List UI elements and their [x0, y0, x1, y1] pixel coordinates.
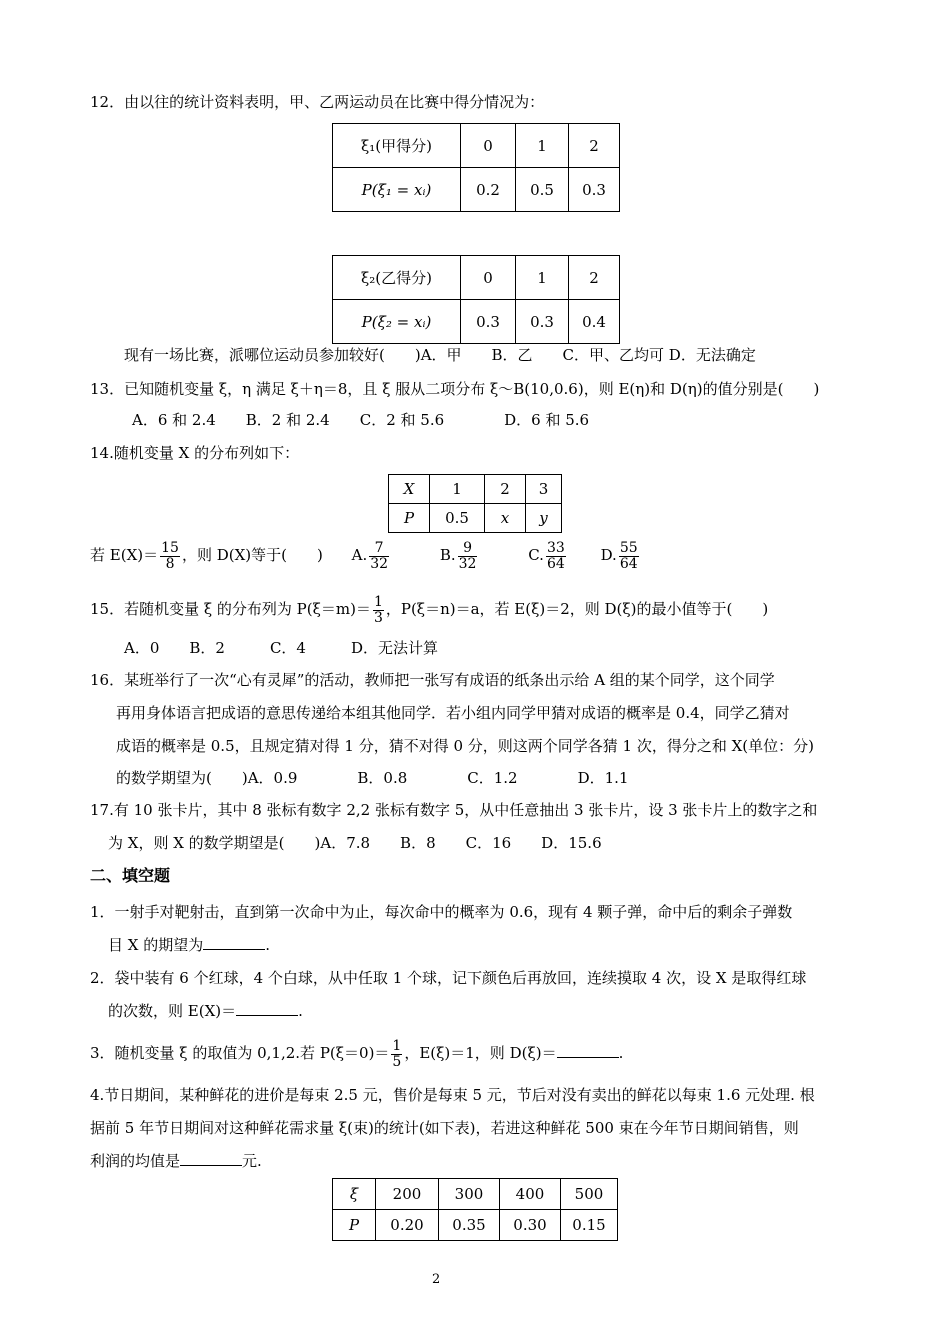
- table-cell: 0: [461, 256, 516, 300]
- table-cell: 2: [569, 124, 620, 168]
- table-cell: 0.3: [569, 168, 620, 212]
- q12-question: 现有一场比赛，派哪位运动员参加较好( )A．甲 B．乙 C．甲、乙均可 D．无法确定: [124, 346, 756, 364]
- table-cell: 0.3: [461, 300, 516, 344]
- answer-blank[interactable]: [203, 935, 265, 950]
- table-cell: 400: [500, 1179, 561, 1210]
- table-cell: 300: [439, 1179, 500, 1210]
- q14-option-b: B. $\frac{9}{32}$: [439, 539, 477, 572]
- table-header: ξ₂(乙得分): [333, 256, 461, 300]
- q16-line-2: 再用身体语言把成语的意思传递给本组其他同学．若小组内同学甲猜对成语的概率是 0.4，同学乙猜对: [116, 704, 790, 722]
- f2-line-2: 的次数，则 E(X)＝ .: [108, 1002, 303, 1020]
- q13-stem: 13．已知随机变量 ξ，η 满足 ξ＋η＝8，且 ξ 服从二项分布 ξ～B(10,0.6)，则 E(η)和 D(η)的值分别是( ): [90, 380, 820, 398]
- f4-line-1: 4.节日期间，某种鲜花的进价是每束 2.5 元，售价是每束 5 元，节后对没有卖出的鲜花以每束 1.6 元处理. 根: [90, 1086, 815, 1104]
- table-header: P(ξ₁ = xᵢ): [333, 168, 461, 212]
- table-cell: 500: [561, 1179, 618, 1210]
- table-cell: 0.3: [516, 300, 569, 344]
- f4-table: [332, 1178, 618, 1241]
- table-cell: 2: [569, 256, 620, 300]
- table-cell: 0.15: [561, 1210, 618, 1241]
- table-cell: 3: [526, 475, 562, 504]
- q16-line-1: 16．某班举行了一次“心有灵犀”的活动，教师把一张写有成语的纸条出示给 A 组的某个同学，这个同学: [90, 671, 775, 689]
- q12-table-2: [332, 255, 620, 344]
- fraction: $\frac{1}{5}$: [392, 1037, 402, 1070]
- answer-blank[interactable]: [236, 1001, 298, 1016]
- q13-options: A．6 和 2.4 B．2 和 2.4 C．2 和 5.6 D．6 和 5.6: [132, 411, 590, 429]
- f4-line-3: 利润的均值是 元.: [90, 1152, 262, 1170]
- table-cell: 0.2: [461, 168, 516, 212]
- table-cell: 0.30: [500, 1210, 561, 1241]
- f2-line-1: 2．袋中装有 6 个红球，4 个白球，从中任取 1 个球，记下颜色后再放回，连续摸取 4 次，设 X 是取得红球: [90, 969, 807, 987]
- page-number: 2: [432, 1272, 441, 1287]
- table-cell: 0: [461, 124, 516, 168]
- q14-option-d: D. $\frac{55}{64}$: [600, 539, 638, 572]
- f4-line-2: 据前 5 年节日期间对这种鲜花需求量 ξ(束)的统计(如下表)，若进这种鲜花 500 束在今年节日期间销售，则: [90, 1119, 799, 1137]
- table-header: P: [389, 504, 430, 533]
- table-header: P(ξ₂ = xᵢ): [333, 300, 461, 344]
- table-cell: 0.20: [376, 1210, 439, 1241]
- q12-table-1: [332, 123, 620, 212]
- q16-line-3: 成语的概率是 0.5，且规定猜对得 1 分，猜不对得 0 分，则这两个同学各猜 1 次，得分之和 X(单位：分): [116, 737, 815, 755]
- q12-stem: 12．由以往的统计资料表明，甲、乙两运动员在比赛中得分情况为：: [90, 93, 545, 111]
- table-cell: 0.5: [516, 168, 569, 212]
- fraction: $\frac{1}{3}$: [373, 593, 383, 626]
- q16-line-4: 的数学期望为( )A．0.9 B．0.8 C．1.2 D．1.1: [116, 769, 629, 787]
- q14-question: [90, 538, 641, 572]
- q14-pre: 若 E(X)＝: [90, 546, 159, 564]
- q14-option-a: A. $\frac{7}{32}$: [351, 539, 389, 572]
- table-cell: 200: [376, 1179, 439, 1210]
- q14-mid: ，则 D(X)等于( ): [181, 546, 323, 564]
- fraction: $\frac{15}{8}$: [161, 539, 179, 572]
- table-cell: y: [526, 504, 562, 533]
- table-cell: 0.5: [430, 504, 485, 533]
- table-cell: 0.4: [569, 300, 620, 344]
- f1-line-1: 1．一射手对靶射击，直到第一次命中为止，每次命中的概率为 0.6，现有 4 颗子弹，命中后的剩余子弹数: [90, 903, 793, 921]
- answer-blank[interactable]: [557, 1043, 619, 1058]
- table-header: ξ₁(甲得分): [333, 124, 461, 168]
- answer-blank[interactable]: [180, 1151, 242, 1166]
- q15-stem: 15．若随机变量 ξ 的分布列为 P(ξ＝m)＝ $\frac{1}{3}$ ，P(ξ＝n)＝a，若 E(ξ)＝2，则 D(ξ)的最小值等于( ): [90, 593, 769, 626]
- q14-table: [388, 474, 562, 533]
- q14-option-c: C. $\frac{33}{64}$: [528, 539, 565, 572]
- table-cell: 0.35: [439, 1210, 500, 1241]
- table-cell: 1: [516, 256, 569, 300]
- q17-line-2: 为 X，则 X 的数学期望是( )A．7.8 B．8 C．16 D．15.6: [108, 834, 602, 852]
- table-cell: 2: [485, 475, 526, 504]
- q17-line-1: 17.有 10 张卡片，其中 8 张标有数字 2,2 张标有数字 5，从中任意抽出 3 张卡片，设 3 张卡片上的数字之和: [90, 801, 818, 819]
- q14-stem: 14.随机变量 X 的分布列如下：: [90, 444, 300, 462]
- table-header: P: [333, 1210, 376, 1241]
- table-header: ξ: [333, 1179, 376, 1210]
- f1-line-2: 目 X 的期望为 .: [108, 936, 270, 954]
- q15-options: A．0 B．2 C．4 D．无法计算: [124, 639, 438, 657]
- table-header: X: [389, 475, 430, 504]
- table-cell: x: [485, 504, 526, 533]
- f3-line: 3．随机变量 ξ 的取值为 0,1,2.若 P(ξ＝0)＝ $\frac{1}{5}$ ，E(ξ)＝1，则 D(ξ)＝ .: [90, 1037, 624, 1070]
- table-cell: 1: [430, 475, 485, 504]
- section-title: 二、填空题: [90, 866, 171, 885]
- table-cell: 1: [516, 124, 569, 168]
